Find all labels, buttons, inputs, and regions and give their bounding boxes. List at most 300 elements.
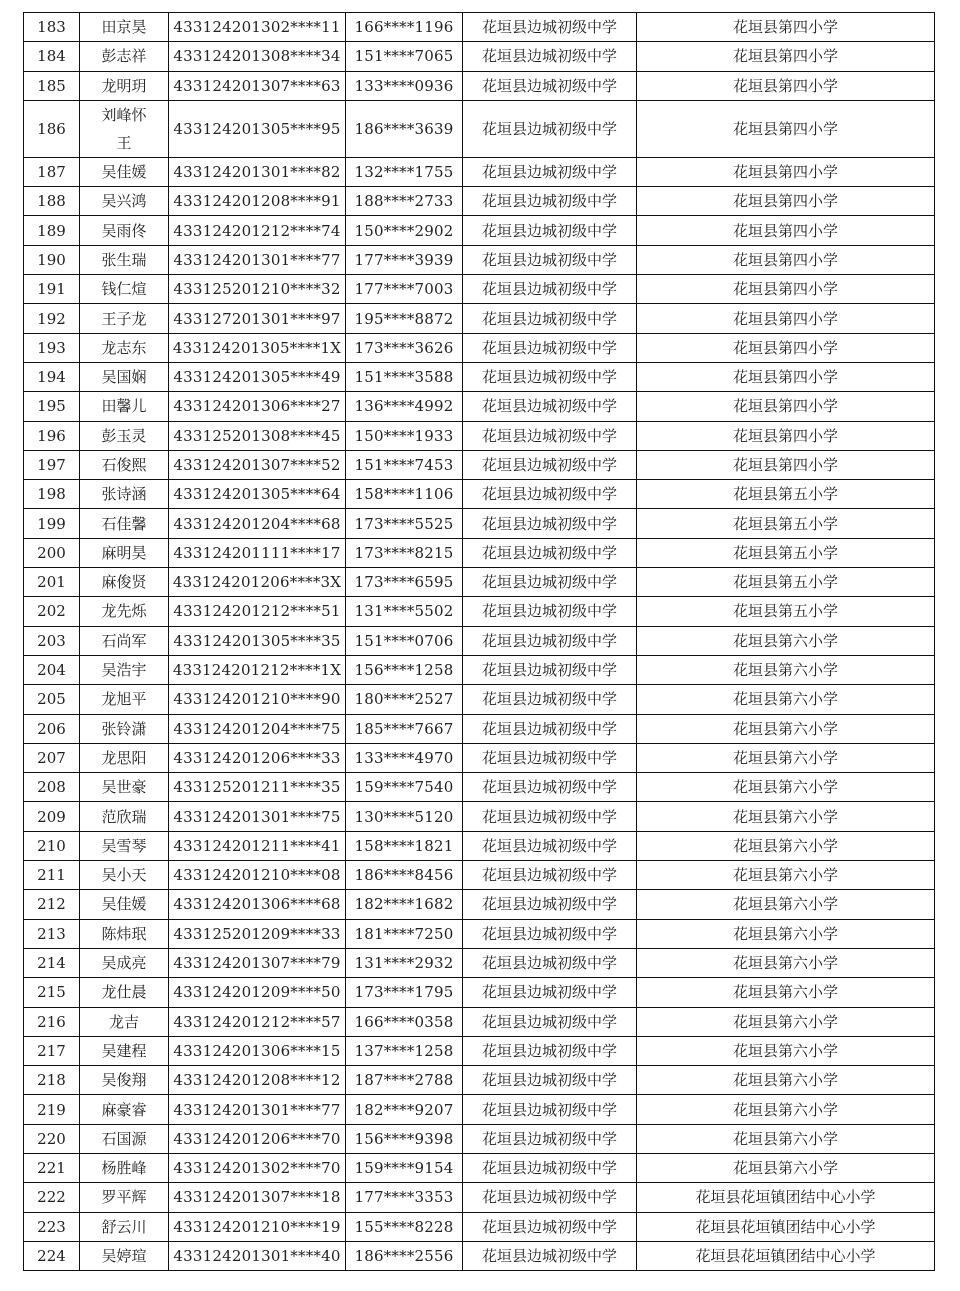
row-number: 198 [37,485,66,504]
student-name: 张生瑞 [101,250,147,269]
destination-school: 花垣县第六小学 [732,690,838,709]
phone-number-cell [346,685,463,714]
origin-school: 花垣县边城初级中学 [481,338,617,357]
row-number-cell [24,714,80,743]
id-number-cell [169,1066,346,1095]
row-number: 185 [37,76,66,95]
destination-school: 花垣县第六小学 [732,1129,838,1148]
id-number: 433124201301****77 [173,250,341,269]
id-number-cell [169,685,346,714]
table-row [24,42,935,71]
row-number: 205 [37,690,66,709]
destination-school: 花垣县第四小学 [732,250,838,269]
student-name-cell [80,245,169,274]
id-number: 433124201305****95 [173,119,341,138]
student-name: 张诗涵 [101,485,147,504]
row-number: 213 [37,924,66,943]
table-row [24,948,935,977]
table-row [24,597,935,626]
row-number-cell [24,831,80,860]
student-name: 龙思阳 [101,748,147,767]
origin-school: 花垣县边城初级中学 [481,1100,617,1119]
id-number-cell [169,421,346,450]
row-number: 192 [37,309,66,328]
table-row [24,71,935,100]
row-number: 197 [37,456,66,474]
id-number: 433124201305****1X [172,338,342,357]
row-number-cell [24,71,80,100]
student-name: 吴雪琴 [101,836,147,855]
row-number-cell [24,861,80,890]
phone-number-cell [346,538,463,567]
table-row [24,13,935,42]
table-row [24,978,935,1007]
origin-school-cell [463,568,637,597]
id-number-cell [169,392,346,421]
phone-number: 133****0936 [354,76,454,95]
row-number: 206 [37,719,66,738]
table-row [24,245,935,274]
origin-school: 花垣县边城初级中学 [481,1159,617,1178]
origin-school-cell [463,42,637,71]
phone-number-cell [346,831,463,860]
origin-school: 花垣县边城初级中学 [481,807,617,826]
table-row [24,362,935,391]
phone-number: 182****1682 [354,895,454,914]
phone-number: 186****8456 [354,866,454,885]
student-name: 罗平辉 [101,1188,147,1207]
student-name-cell [80,538,169,567]
row-number-cell [24,392,80,421]
phone-number: 186****3639 [354,119,454,138]
origin-school-cell [463,1066,637,1095]
origin-school-cell [463,157,637,186]
phone-number-cell [346,216,463,245]
table-row [24,1124,935,1153]
origin-school: 花垣县边城初级中学 [481,368,617,387]
origin-school: 花垣县边城初级中学 [481,924,617,943]
phone-number-cell [346,1241,463,1270]
origin-school: 花垣县边城初级中学 [481,1247,617,1266]
phone-number: 181****7250 [354,924,454,943]
row-number-cell [24,333,80,362]
row-number: 204 [37,661,66,680]
phone-number: 173****1795 [354,983,454,1002]
phone-number: 156****9398 [354,1129,454,1148]
origin-school-cell [463,71,637,100]
destination-school: 花垣县第四小学 [732,119,838,138]
phone-number: 151****0706 [354,631,454,650]
table-row [24,1036,935,1065]
destination-school: 花垣县第六小学 [732,866,838,885]
student-name: 吴雨佟 [101,221,147,240]
phone-number: 132****1755 [354,163,454,182]
origin-school-cell [463,978,637,1007]
origin-school: 花垣县边城初级中学 [481,778,617,797]
row-number-cell [24,100,80,157]
row-number: 203 [37,631,66,650]
row-number: 219 [37,1100,66,1119]
table-row [24,392,935,421]
student-name: 吴成亮 [101,954,147,973]
student-name: 陈炜珉 [101,924,147,943]
phone-number-cell [346,450,463,479]
phone-number: 151****7453 [354,456,454,474]
id-number-cell [169,362,346,391]
row-number: 183 [37,18,66,37]
student-name: 吴佳媛 [101,163,147,182]
row-number: 186 [37,119,66,138]
origin-school: 花垣县边城初级中学 [481,573,617,592]
row-number-cell [24,948,80,977]
student-name: 龙吉 [108,1012,139,1031]
student-name: 麻明昊 [101,543,147,562]
destination-school: 花垣县第四小学 [732,192,838,211]
destination-school: 花垣县第六小学 [732,1100,838,1119]
destination-school-cell [637,187,935,216]
origin-school: 花垣县边城初级中学 [481,192,617,211]
table-row [24,157,935,186]
phone-number-cell [346,714,463,743]
phone-number: 156****1258 [354,661,454,680]
phone-number: 131****5502 [354,602,454,621]
destination-school-cell [637,802,935,831]
row-number: 196 [37,426,66,445]
phone-number: 136****4992 [354,397,454,416]
id-number: 433124201212****1X [172,661,342,680]
origin-school-cell [463,100,637,157]
id-number: 433124201209****50 [173,983,341,1002]
row-number-cell [24,1212,80,1241]
destination-school-cell [637,100,935,157]
student-name-cell [80,71,169,100]
origin-school: 花垣县边城初级中学 [481,1129,617,1148]
student-name: 吴佳媛 [101,895,147,914]
row-number-cell [24,743,80,772]
student-name-cell [80,421,169,450]
table-row [24,480,935,509]
id-number: 433124201308****34 [173,47,341,66]
row-number-cell [24,1066,80,1095]
destination-school: 花垣县第四小学 [732,47,838,66]
destination-school-cell [637,890,935,919]
phone-number-cell [346,890,463,919]
id-number: 433124201212****51 [173,602,341,621]
student-name: 龙明玥 [101,76,147,95]
student-name-cell [80,861,169,890]
origin-school: 花垣县边城初级中学 [481,1012,617,1031]
phone-number-cell [346,1212,463,1241]
phone-number-cell [346,743,463,772]
id-number: 433125201209****33 [173,924,341,943]
row-number-cell [24,480,80,509]
destination-school-cell [637,304,935,333]
id-number-cell [169,275,346,304]
origin-school-cell [463,480,637,509]
origin-school-cell [463,919,637,948]
row-number-cell [24,978,80,1007]
origin-school: 花垣县边城初级中学 [481,836,617,855]
id-number: 433124201306****15 [173,1041,341,1060]
origin-school: 花垣县边城初级中学 [481,163,617,182]
destination-school: 花垣县第六小学 [732,778,838,797]
id-number-cell [169,333,346,362]
student-name-cell [80,626,169,655]
student-name: 张铃潇 [101,719,147,738]
origin-school-cell [463,275,637,304]
student-name: 麻豪睿 [101,1100,147,1119]
origin-school-cell [463,861,637,890]
student-name: 吴建程 [101,1041,147,1060]
destination-school-cell [637,392,935,421]
destination-school-cell [637,480,935,509]
destination-school: 花垣县第六小学 [732,836,838,855]
student-name-cell [80,1212,169,1241]
student-name: 石国源 [101,1129,147,1148]
origin-school: 花垣县边城初级中学 [481,1071,617,1090]
destination-school: 花垣县第六小学 [732,924,838,943]
destination-school: 花垣县第四小学 [732,456,838,474]
destination-school: 花垣县第四小学 [732,280,838,299]
student-name-cell [80,1095,169,1124]
origin-school: 花垣县边城初级中学 [481,690,617,709]
row-number: 223 [37,1217,66,1236]
origin-school: 花垣县边城初级中学 [481,309,617,328]
phone-number-cell [346,1007,463,1036]
row-number-cell [24,1183,80,1212]
phone-number: 195****8872 [354,309,454,328]
row-number-cell [24,1036,80,1065]
student-name-cell [80,1124,169,1153]
origin-school: 花垣县边城初级中学 [481,1217,617,1236]
id-number: 433124201301****40 [173,1247,341,1266]
origin-school: 花垣县边城初级中学 [481,954,617,973]
row-number: 193 [37,338,66,357]
destination-school: 花垣县第六小学 [732,748,838,767]
origin-school: 花垣县边城初级中学 [481,602,617,621]
student-name-cell [80,948,169,977]
origin-school-cell [463,831,637,860]
id-number-cell [169,1212,346,1241]
row-number-cell [24,304,80,333]
destination-school-cell [637,568,935,597]
origin-school: 花垣县边城初级中学 [481,983,617,1002]
phone-number-cell [346,157,463,186]
phone-number: 137****1258 [354,1041,454,1060]
student-name: 彭志祥 [101,47,147,66]
destination-school-cell [637,1007,935,1036]
id-number-cell [169,568,346,597]
row-number: 216 [37,1012,66,1031]
phone-number: 158****1821 [354,836,454,855]
origin-school: 花垣县边城初级中学 [481,748,617,767]
phone-number: 187****2788 [354,1071,454,1090]
student-name: 吴浩宇 [101,661,147,680]
student-name: 石俊熙 [101,456,147,474]
destination-school: 花垣县第五小学 [732,514,838,533]
id-number: 433124201302****70 [173,1159,341,1178]
phone-number-cell [346,362,463,391]
origin-school-cell [463,626,637,655]
student-name: 钱仁煊 [101,280,147,299]
phone-number: 177****3939 [354,250,454,269]
id-number: 433125201308****45 [173,426,341,445]
table-row [24,890,935,919]
student-name-cell [80,13,169,42]
id-number-cell [169,1007,346,1036]
destination-school-cell [637,450,935,479]
phone-number-cell [346,1124,463,1153]
row-number: 200 [37,543,66,562]
destination-school-cell [637,861,935,890]
origin-school: 花垣县边城初级中学 [481,221,617,240]
destination-school: 花垣县第六小学 [732,895,838,914]
row-number-cell [24,421,80,450]
student-name-cell [80,42,169,71]
phone-number: 158****1106 [354,485,454,504]
student-name-cell [80,362,169,391]
destination-school-cell [637,275,935,304]
id-number-cell [169,948,346,977]
row-number: 217 [37,1041,66,1060]
phone-number: 188****2733 [354,192,454,211]
table-row [24,421,935,450]
origin-school-cell [463,362,637,391]
phone-number: 155****8228 [354,1217,454,1236]
phone-number: 159****7540 [354,778,454,797]
destination-school-cell [637,1241,935,1270]
student-name-cell [80,187,169,216]
destination-school: 花垣县第六小学 [732,1041,838,1060]
phone-number-cell [346,568,463,597]
destination-school: 花垣县第六小学 [732,1071,838,1090]
destination-school-cell [637,42,935,71]
phone-number-cell [346,100,463,157]
destination-school-cell [637,1036,935,1065]
table-row [24,1241,935,1270]
id-number-cell [169,13,346,42]
origin-school-cell [463,187,637,216]
destination-school-cell [637,71,935,100]
origin-school: 花垣县边城初级中学 [481,250,617,269]
student-name: 吴婷瑄 [101,1247,147,1266]
row-number-cell [24,42,80,71]
id-number-cell [169,773,346,802]
phone-number: 151****3588 [354,368,454,387]
phone-number-cell [346,509,463,538]
origin-school-cell [463,1124,637,1153]
row-number: 209 [37,807,66,826]
phone-number-cell [346,1036,463,1065]
student-name-cell [80,304,169,333]
destination-school-cell [637,919,935,948]
phone-number: 177****3353 [354,1188,454,1207]
origin-school-cell [463,890,637,919]
origin-school: 花垣县边城初级中学 [481,426,617,445]
origin-school-cell [463,655,637,684]
id-number-cell [169,450,346,479]
destination-school: 花垣县第六小学 [732,719,838,738]
destination-school: 花垣县第五小学 [732,573,838,592]
id-number: 433124201307****18 [173,1188,341,1207]
destination-school: 花垣县第四小学 [732,426,838,445]
id-number-cell [169,831,346,860]
row-number: 195 [37,397,66,416]
id-number-cell [169,802,346,831]
origin-school: 花垣县边城初级中学 [481,280,617,299]
student-name: 龙先烁 [101,602,147,621]
id-number: 433125201210****32 [173,280,341,299]
phone-number: 151****7065 [354,47,454,66]
phone-number-cell [346,597,463,626]
destination-school: 花垣县第四小学 [732,221,838,240]
id-number-cell [169,1153,346,1182]
origin-school-cell [463,1183,637,1212]
origin-school: 花垣县边城初级中学 [481,866,617,885]
student-name-cell [80,392,169,421]
row-number-cell [24,1241,80,1270]
row-number: 202 [37,602,66,621]
row-number-cell [24,245,80,274]
origin-school-cell [463,304,637,333]
origin-school-cell [463,1095,637,1124]
destination-school-cell [637,1124,935,1153]
row-number-cell [24,597,80,626]
destination-school-cell [637,1212,935,1241]
id-number-cell [169,100,346,157]
destination-school-cell [637,831,935,860]
table-row [24,714,935,743]
table-row [24,861,935,890]
row-number-cell [24,1095,80,1124]
origin-school-cell [463,743,637,772]
phone-number-cell [346,421,463,450]
id-number-cell [169,216,346,245]
origin-school-cell [463,216,637,245]
table-row [24,1066,935,1095]
id-number: 433125201211****35 [173,778,341,797]
origin-school-cell [463,245,637,274]
id-number-cell [169,304,346,333]
id-number-cell [169,1095,346,1124]
destination-school-cell [637,948,935,977]
id-number-cell [169,919,346,948]
student-name-cell [80,333,169,362]
id-number-cell [169,978,346,1007]
phone-number-cell [346,773,463,802]
origin-school-cell [463,1007,637,1036]
phone-number: 180****2527 [354,690,454,709]
id-number: 433124201305****64 [173,485,341,504]
row-number-cell [24,655,80,684]
student-name: 田馨儿 [101,397,147,416]
student-name-cell [80,890,169,919]
destination-school-cell [637,333,935,362]
origin-school-cell [463,450,637,479]
student-name-cell [80,1007,169,1036]
destination-school: 花垣县第四小学 [732,338,838,357]
destination-school-cell [637,1183,935,1212]
id-number: 433124201301****75 [173,807,341,826]
origin-school-cell [463,1241,637,1270]
destination-school: 花垣县第五小学 [732,485,838,504]
destination-school-cell [637,13,935,42]
phone-number: 173****3626 [354,338,454,357]
destination-school: 花垣县花垣镇团结中心小学 [695,1247,876,1266]
id-number-cell [169,1124,346,1153]
id-number: 433124201306****68 [173,895,341,914]
id-number: 433124201306****27 [173,397,341,416]
